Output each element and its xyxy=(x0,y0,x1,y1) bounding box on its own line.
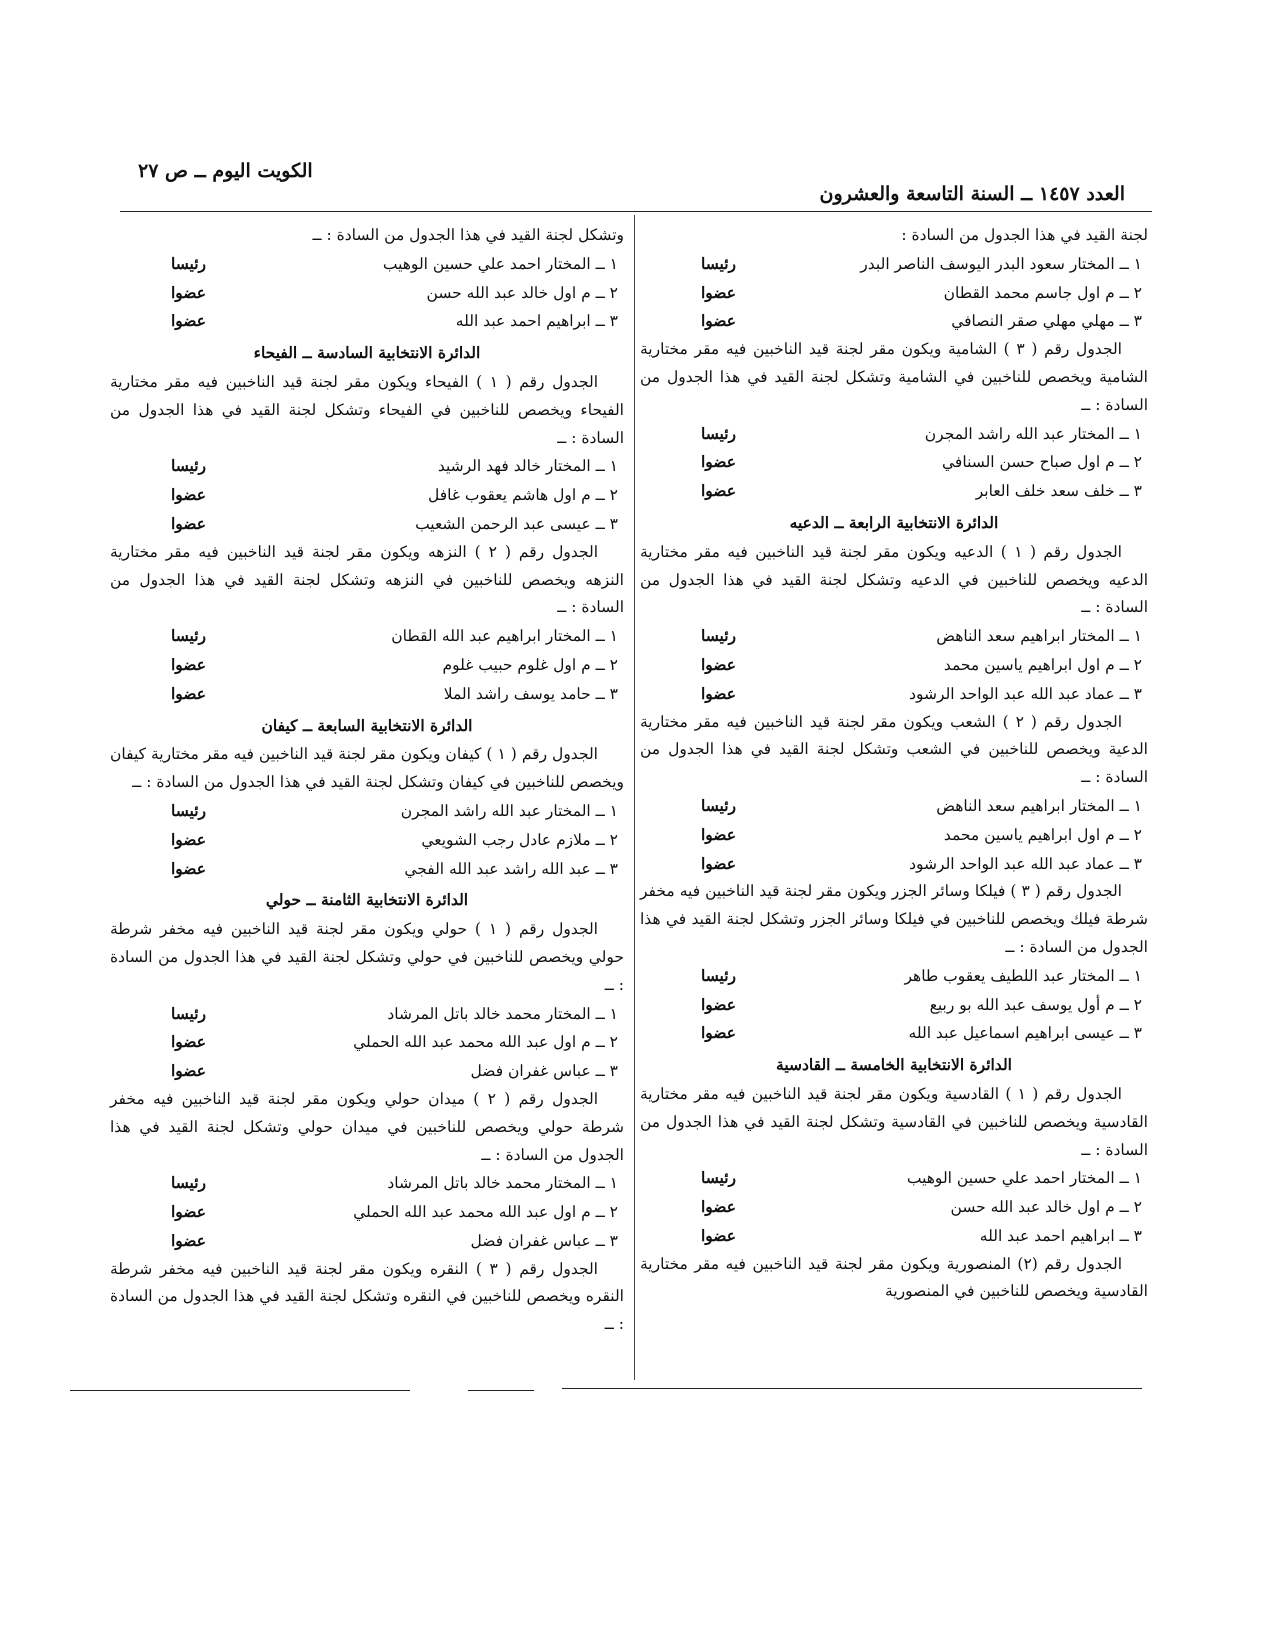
district-heading: الدائرة الانتخابية السابعة ــ كيفان xyxy=(261,715,473,735)
member-role: رئيسا xyxy=(700,423,736,443)
committee-member xyxy=(110,307,624,336)
member-role: عضوا xyxy=(700,282,736,302)
table-paragraph: الجدول رقم ( ١ ) الدعيه ويكون مقر لجنة قيد الناخبين فيه مقر مختارية الدعيه ويخصص للناخبين في الدعيه وتشكل لجنة القيد في هذا الجدول من السادة : ــ xyxy=(640,542,1148,617)
member-name: ٣ ــ ابراهيم احمد عبد الله xyxy=(455,312,618,331)
member-role: رئيسا xyxy=(700,253,736,273)
committee-member xyxy=(640,651,1148,680)
member-name: ١ ــ المختار محمد خالد باتل المرشاد xyxy=(387,1004,618,1023)
district-heading: الدائرة الانتخابية السادسة ــ الفيحاء xyxy=(253,343,481,363)
member-name: ٢ ــ م اول عبد الله محمد عبد الله الحملي xyxy=(353,1033,618,1052)
committee-member xyxy=(640,680,1148,709)
left-column xyxy=(110,222,624,1339)
committee-member xyxy=(110,855,624,884)
member-name: ٢ ــ م اول غلوم حبيب غلوم xyxy=(442,655,618,674)
column-divider xyxy=(634,215,635,1380)
table-paragraph: الجدول رقم ( ٣ ) فيلكا وسائر الجزر ويكون مقر لجنة قيد الناخبين فيه مخفر شرطة فيلك ويخصص للناخبين في فيلكا وسائر الجزر وتشكل لجنة القيد في هذا الجدول من السادة : ــ xyxy=(640,882,1148,956)
member-role: عضوا xyxy=(700,683,736,703)
committee-member xyxy=(640,850,1148,879)
member-role: رئيسا xyxy=(170,1003,206,1023)
committee-member xyxy=(110,250,624,279)
member-role: رئيسا xyxy=(170,626,206,646)
table-paragraph: الجدول رقم (٢) المنصورية ويكون مقر لجنة قيد الناخبين فيه مقر مختارية القادسية ويخصص للناخبين في المنصورية xyxy=(640,1254,1148,1301)
committee-member xyxy=(640,962,1148,991)
committee-member xyxy=(110,452,624,481)
committee-member xyxy=(640,991,1148,1020)
committee-member xyxy=(640,1164,1148,1193)
committee-member xyxy=(640,622,1148,651)
committee-member xyxy=(640,307,1148,336)
member-role: عضوا xyxy=(700,824,736,844)
member-name: ١ ــ المختار ابراهيم عبد الله القطان xyxy=(391,627,618,646)
member-name: ٣ ــ ابراهيم احمد عبد الله xyxy=(979,1226,1142,1245)
member-role: عضوا xyxy=(170,858,206,878)
gazette-page-header: الكويت اليوم ــ ص ٢٧ xyxy=(138,160,313,182)
footer-rule xyxy=(562,1388,1142,1389)
table-paragraph: الجدول رقم ( ٢ ) ميدان حولي ويكون مقر لجنة قيد الناخبين فيه مخفر شرطة حولي ويخصص للناخبين في ميدان حولي وتشكل لجنة القيد في هذا الجدول من السادة : ــ xyxy=(110,1089,624,1164)
committee-member xyxy=(110,1198,624,1227)
member-name: ٢ ــ ملازم عادل رجب الشويعي xyxy=(421,830,618,849)
member-role: عضوا xyxy=(700,481,736,501)
member-role: عضوا xyxy=(170,654,206,674)
committee-member xyxy=(640,1222,1148,1251)
member-name: ١ ــ المختار احمد علي حسين الوهيب xyxy=(382,254,618,273)
district-heading: الدائرة الانتخابية الخامسة ــ القادسية xyxy=(776,1055,1012,1075)
district-heading: الدائرة الانتخابية الرابعة ــ الدعيه xyxy=(789,512,999,532)
member-name: ٣ ــ خلف سعد خلف العابر xyxy=(975,482,1142,501)
member-role: عضوا xyxy=(170,282,206,302)
committee-member xyxy=(640,477,1148,506)
member-name: ١ ــ المختار عبد الله راشد المجرن xyxy=(400,801,618,820)
table-paragraph: الجدول رقم ( ١ ) حولي ويكون مقر لجنة قيد الناخبين فيه مخفر شرطة حولي ويخصص للناخبين في حولي وتشكل لجنة القيد في هذا الجدول من السادة : ــ xyxy=(110,920,624,994)
member-role: عضوا xyxy=(700,994,736,1014)
member-name: ١ ــ المختار احمد علي حسين الوهيب xyxy=(906,1169,1142,1188)
table-paragraph: الجدول رقم ( ٢ ) الشعب ويكون مقر لجنة قيد الناخبين فيه مقر مختارية الدعية ويخصص للناخبين في الشعب وتشكل لجنة القيد في هذا الجدول من السادة : ــ xyxy=(640,712,1148,787)
committee-member xyxy=(640,792,1148,821)
committee-member xyxy=(110,1227,624,1256)
member-role: رئيسا xyxy=(170,456,206,476)
member-role: عضوا xyxy=(170,1061,206,1081)
member-role: عضوا xyxy=(170,311,206,331)
member-role: عضوا xyxy=(700,853,736,873)
member-name: ١ ــ المختار عبد اللطيف يعقوب طاهر xyxy=(904,966,1142,985)
member-role: عضوا xyxy=(700,311,736,331)
member-role: عضوا xyxy=(170,829,206,849)
member-name: ٣ ــ عباس غفران فضل xyxy=(470,1231,618,1250)
table-paragraph: الجدول رقم ( ٣ ) الشامية ويكون مقر لجنة قيد الناخبين فيه مقر مختارية الشامية ويخصص للناخبين في الشامية وتشكل لجنة القيد في هذا الجدول من السادة : ــ xyxy=(640,340,1148,414)
footer-rule-short xyxy=(468,1390,534,1391)
member-role: رئيسا xyxy=(700,1168,736,1188)
member-name: ١ ــ المختار ابراهيم سعد الناهض xyxy=(936,796,1142,815)
committee-member xyxy=(640,1193,1148,1222)
district-heading: الدائرة الانتخابية الثامنة ــ حولي xyxy=(265,890,469,910)
committee-member xyxy=(110,826,624,855)
committee-member xyxy=(110,680,624,709)
committee-member xyxy=(640,1019,1148,1048)
committee-member xyxy=(110,1169,624,1198)
member-name: ٣ ــ عباس غفران فضل xyxy=(470,1062,618,1081)
committee-member xyxy=(110,1028,624,1057)
member-role: رئيسا xyxy=(170,1173,206,1193)
member-name: ١ ــ المختار ابراهيم سعد الناهض xyxy=(936,627,1142,646)
member-name: ٣ ــ مهلي مهلي صقر النصافي xyxy=(951,312,1142,331)
member-role: عضوا xyxy=(170,485,206,505)
member-name: ٢ ــ م اول ابراهيم ياسين محمد xyxy=(943,825,1142,844)
table-paragraph: الجدول رقم ( ٣ ) النقره ويكون مقر لجنة قيد الناخبين فيه مخفر شرطة النقره ويخصص للناخبين في النقره وتشكل لجنة القيد في هذا الجدول من السادة : ــ xyxy=(110,1259,624,1334)
member-name: ٣ ــ عماد عبد الله عبد الواحد الرشود xyxy=(909,684,1142,703)
member-role: رئيسا xyxy=(700,626,736,646)
member-role: عضوا xyxy=(170,683,206,703)
member-name: ٢ ــ م اول خالد عبد الله حسن xyxy=(426,283,618,302)
member-name: ١ ــ المختار خالد فهد الرشيد xyxy=(437,457,618,476)
member-name: ٣ ــ عبد الله راشد عبد الله الفجي xyxy=(404,859,618,878)
member-role: رئيسا xyxy=(170,800,206,820)
committee-member xyxy=(640,448,1148,477)
table-paragraph: الجدول رقم ( ٢ ) النزهه ويكون مقر لجنة قيد الناخبين فيه مقر مختارية النزهه ويخصص للناخبين في النزهه وتشكل لجنة القيد في هذا الجدول من السادة : ــ xyxy=(110,542,624,617)
member-name: ٢ ــ م اول خالد عبد الله حسن xyxy=(950,1198,1142,1217)
member-name: ٢ ــ م اول عبد الله محمد عبد الله الحملي xyxy=(353,1203,618,1222)
committee-member xyxy=(110,797,624,826)
member-role: عضوا xyxy=(170,1202,206,1222)
member-role: رئيسا xyxy=(700,795,736,815)
member-role: عضوا xyxy=(170,1032,206,1052)
member-role: عضوا xyxy=(700,1023,736,1043)
committee-member xyxy=(640,821,1148,850)
member-name: ٣ ــ عيسى عبد الرحمن الشعيب xyxy=(415,514,618,533)
table-paragraph: الجدول رقم ( ١ ) كيفان ويكون مقر لجنة قيد الناخبين فيه مقر مختارية كيفان ويخصص للناخبين في كيفان وتشكل لجنة القيد في هذا الجدول من السادة : ــ xyxy=(110,745,624,792)
member-name: ٢ ــ م اول جاسم محمد القطان xyxy=(943,283,1142,302)
member-role: رئيسا xyxy=(170,253,206,273)
member-role: عضوا xyxy=(700,1225,736,1245)
committee-member xyxy=(110,279,624,308)
member-name: ١ ــ المختار محمد خالد باتل المرشاد xyxy=(387,1174,618,1193)
member-name: ٢ ــ م اول ابراهيم ياسين محمد xyxy=(943,655,1142,674)
committee-member xyxy=(110,481,624,510)
member-name: ٣ ــ حامد يوسف راشد الملا xyxy=(443,684,618,703)
right-column xyxy=(640,222,1148,1306)
issue-header: العدد ١٤٥٧ ــ السنة التاسعة والعشرون xyxy=(819,183,1125,205)
committee-member xyxy=(640,250,1148,279)
committee-member xyxy=(640,420,1148,449)
table-paragraph: الجدول رقم ( ١ ) القادسية ويكون مقر لجنة قيد الناخبين فيه مقر مختارية القادسية ويخصص للناخبين في القادسية وتشكل لجنة القيد في هذا الجدول من السادة : ــ xyxy=(640,1084,1148,1159)
member-name: ٣ ــ عماد عبد الله عبد الواحد الرشود xyxy=(909,854,1142,873)
committee-member xyxy=(110,651,624,680)
member-name: ٢ ــ م أول يوسف عبد الله بو ربيع xyxy=(929,995,1142,1014)
member-role: عضوا xyxy=(700,452,736,472)
committee-member xyxy=(110,622,624,651)
member-name: ٢ ــ م اول هاشم يعقوب غافل xyxy=(427,486,618,505)
member-name: ١ ــ المختار عبد الله راشد المجرن xyxy=(924,424,1142,443)
committee-member xyxy=(640,279,1148,308)
table-paragraph: الجدول رقم ( ١ ) الفيحاء ويكون مقر لجنة قيد الناخبين فيه مقر مختارية الفيحاء ويخصص للناخبين في الفيحاء وتشكل لجنة القيد في هذا الجدول من السادة : ــ xyxy=(110,372,624,447)
committee-member xyxy=(110,510,624,539)
committee-member xyxy=(110,1000,624,1029)
continued-text: وتشكل لجنة القيد في هذا الجدول من السادة : ــ xyxy=(312,226,624,244)
member-role: رئيسا xyxy=(700,965,736,985)
member-role: عضوا xyxy=(700,1197,736,1217)
member-name: ١ ــ المختار سعود البدر اليوسف الناصر البدر xyxy=(860,254,1142,273)
header-rule xyxy=(120,211,1152,212)
member-role: عضوا xyxy=(170,1230,206,1250)
member-role: عضوا xyxy=(170,513,206,533)
committee-member xyxy=(110,1057,624,1086)
member-role: عضوا xyxy=(700,654,736,674)
member-name: ٣ ــ عيسى ابراهيم اسماعيل عبد الله xyxy=(908,1024,1142,1043)
member-name: ٢ ــ م اول صباح حسن السنافي xyxy=(942,453,1142,472)
footer-rule-left xyxy=(70,1390,410,1391)
continued-text: لجنة القيد في هذا الجدول من السادة : xyxy=(901,226,1148,244)
